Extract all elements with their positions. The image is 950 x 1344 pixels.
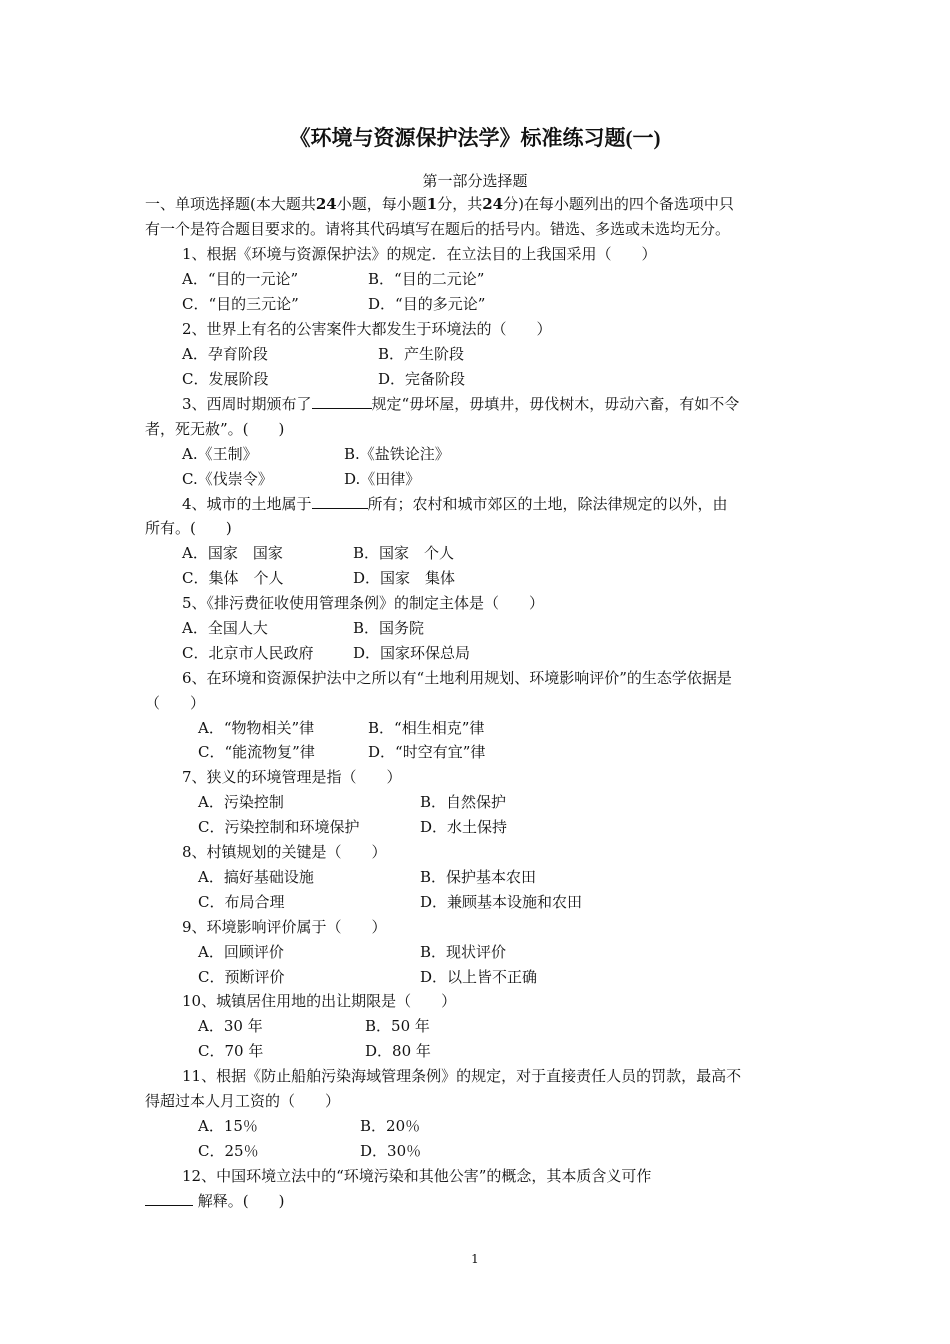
instructions-text: 一、单项选择题(本大题共 xyxy=(145,195,316,213)
fill-blank xyxy=(312,394,372,409)
option-d: D．以上皆不正确 xyxy=(420,968,538,986)
page-number: 1 xyxy=(471,1252,479,1266)
question-1: 1、根据《环境与资源保护法》的规定．在立法目的上我国采用（ ） xyxy=(182,245,657,263)
option-d: D．国家 集体 xyxy=(353,569,456,587)
option-d: D.《田律》 xyxy=(344,470,421,488)
points-total: 24 xyxy=(482,195,504,213)
part-heading: 第一部分选择题 xyxy=(422,172,528,190)
option-a: A．回顾评价 xyxy=(198,943,284,961)
question-text: 规定“毋坏屋，毋填井，毋伐树木，毋动六畜，有如不令 xyxy=(371,395,740,413)
option-a: A．孕育阶段 xyxy=(182,345,268,363)
question-text: 3、西周时期颁布了 xyxy=(182,395,312,413)
option-c: C．布局合理 xyxy=(198,893,285,911)
option-c: C．北京市人民政府 xyxy=(182,644,314,662)
option-d: D．30％ xyxy=(360,1142,422,1160)
fill-blank xyxy=(312,494,368,509)
instructions-line-1 xyxy=(145,193,734,214)
option-b: B．自然保护 xyxy=(420,793,507,811)
option-b: B.《盐铁论注》 xyxy=(344,445,450,463)
option-a: A．污染控制 xyxy=(198,793,284,811)
question-12-continued xyxy=(145,1190,285,1211)
option-b: B．国务院 xyxy=(353,619,425,637)
question-count: 24 xyxy=(315,195,337,213)
question-8: 8、村镇规划的关键是（ ） xyxy=(182,843,387,861)
option-b: B．“相生相克”律 xyxy=(368,719,485,737)
option-a: A.《王制》 xyxy=(182,445,258,463)
option-b: B．20％ xyxy=(360,1117,421,1135)
question-7: 7、狭义的环境管理是指（ ） xyxy=(182,768,402,786)
instructions-text: 分)在每小题列出的四个备选项中只 xyxy=(503,195,734,213)
option-b: B．国家 个人 xyxy=(353,544,455,562)
question-6-continued: （ ） xyxy=(145,694,206,712)
option-b: B．50 年 xyxy=(365,1017,430,1035)
question-3 xyxy=(182,393,739,414)
option-b: B．保护基本农田 xyxy=(420,868,537,886)
option-a: A．全国人大 xyxy=(182,619,268,637)
option-a: A．“目的一元论” xyxy=(182,270,299,288)
fill-blank xyxy=(145,1191,193,1206)
question-10: 10、城镇居住用地的出让期限是（ ） xyxy=(182,992,457,1010)
option-c: C．25％ xyxy=(198,1142,259,1160)
option-c: C．“目的三元论” xyxy=(182,295,299,313)
option-d: D．“目的多元论” xyxy=(368,295,486,313)
question-11-continued: 得超过本人月工资的（ ） xyxy=(145,1092,341,1110)
question-text: 解释。( ) xyxy=(197,1192,285,1210)
option-d: D．80 年 xyxy=(365,1042,431,1060)
question-text: 所有；农村和城市郊区的土地，除法律规定的以外，由 xyxy=(367,495,728,513)
option-d: D．水土保持 xyxy=(420,818,508,836)
option-c: C．70 年 xyxy=(198,1042,264,1060)
question-9: 9、环境影响评价属于（ ） xyxy=(182,918,387,936)
instructions-line-2: 有一个是符合题目要求的。请将其代码填写在题后的括号内。错选、多选或未选均无分。 xyxy=(145,220,731,238)
option-a: A．“物物相关”律 xyxy=(198,719,315,737)
option-b: B．“目的二元论” xyxy=(368,270,485,288)
question-2: 2、世界上有名的公害案件大都发生于环境法的（ ） xyxy=(182,320,552,338)
question-11: 11、根据《防止船舶污染海域管理条例》的规定，对于直接责任人员的罚款，最高不 xyxy=(182,1067,742,1085)
option-c: C．“能流物复”律 xyxy=(198,743,315,761)
option-a: A．30 年 xyxy=(198,1017,263,1035)
question-text: 4、城市的土地属于 xyxy=(182,495,312,513)
option-d: D．“时空有宜”律 xyxy=(368,743,486,761)
option-c: C．预断评价 xyxy=(198,968,285,986)
question-5: 5、《排污费征收使用管理条例》的制定主体是（ ） xyxy=(182,594,545,612)
question-4 xyxy=(182,493,728,514)
option-c: C．污染控制和环境保护 xyxy=(198,818,360,836)
question-6: 6、在环境和资源保护法中之所以有“土地利用规划、环境影响评价”的生态学依据是 xyxy=(182,669,732,687)
option-c: C．集体 个人 xyxy=(182,569,284,587)
option-a: A．搞好基础设施 xyxy=(198,868,314,886)
points-each: 1 xyxy=(426,195,438,213)
option-b: B．产生阶段 xyxy=(378,345,465,363)
question-4-continued: 所有。( ) xyxy=(145,519,232,537)
question-12: 12、中国环境立法中的“环境污染和其他公害”的概念，其本质含义可作 xyxy=(182,1167,652,1185)
option-a: A．国家 国家 xyxy=(182,544,283,562)
option-c: C．发展阶段 xyxy=(182,370,269,388)
option-a: A．15％ xyxy=(198,1117,258,1135)
option-d: D．兼顾基本设施和农田 xyxy=(420,893,583,911)
instructions-text: 分，共 xyxy=(437,195,483,213)
option-b: B．现状评价 xyxy=(420,943,507,961)
option-c: C.《伐崇令》 xyxy=(182,470,273,488)
instructions-text: 小题，每小题 xyxy=(336,195,427,213)
option-d: D．国家环保总局 xyxy=(353,644,471,662)
question-3-continued: 者，死无赦”。( ) xyxy=(145,420,285,438)
option-d: D．完备阶段 xyxy=(378,370,466,388)
document-title: 《环境与资源保护法学》标准练习题(一) xyxy=(289,126,661,150)
